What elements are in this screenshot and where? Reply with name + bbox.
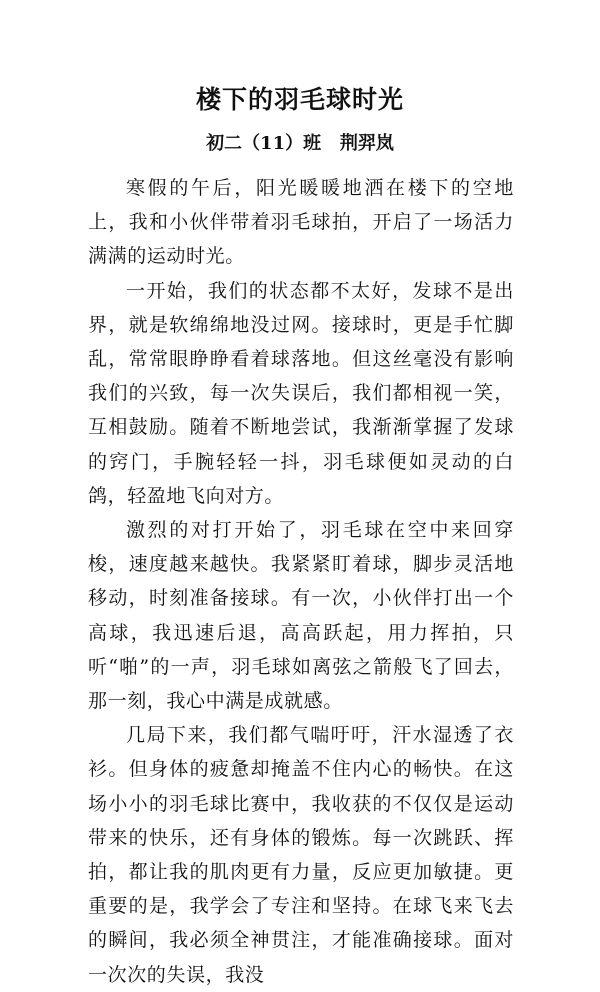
paragraph-2: 一开始，我们的状态都不太好，发球不是出界，就是软绵绵地没过网。接球时，更是手忙脚乱，常常眼睁睁看着球落地。但这丝毫没有影响我们的兴致，每一次失误后，我们都相视一笑，互相鼓励。随着不断地尝试，我渐渐掌握了发球的窍门，手腕轻轻一抖，羽毛球便如灵动的白鸽，轻盈地飞向对方。 (88, 279, 514, 507)
paragraph-3: 激烈的对打开始了，羽毛球在空中来回穿梭，速度越来越快。我紧紧盯着球，脚步灵活地移动，时刻准备接球。有一次，小伙伴打出一个高球，我迅速后退，高高跃起，用力挥拍，只听“啪”的一声，羽毛球如离弦之箭般飞了回去，那一刻，我心中满是成就感。 (88, 519, 514, 713)
essay-title: 楼下的羽毛球时光 (195, 85, 404, 114)
author-line: 初二（11）班 荆羿岚 (206, 133, 394, 154)
essay-body (88, 171, 514, 992)
paragraph-1: 寒假的午后，阳光暖暖地洒在楼下的空地上，我和小伙伴带着羽毛球拍，开启了一场活力满满的运动时光。 (88, 177, 514, 268)
paragraph-4: 几局下来，我们都气喘吁吁，汗水湿透了衣衫。但身体的疲惫却掩盖不住内心的畅快。在这场小小的羽毛球比赛中，我收获的不仅仅是运动带来的快乐，还有身体的锻炼。每一次跳跃、挥拍，都让我的肌肉更有力量，反应更加敏捷。更重要的是，我学会了专注和坚持。在球飞来飞去的瞬间，我必须全神贯注，才能准确接球。面对一次次的失误，我没 (88, 724, 514, 986)
